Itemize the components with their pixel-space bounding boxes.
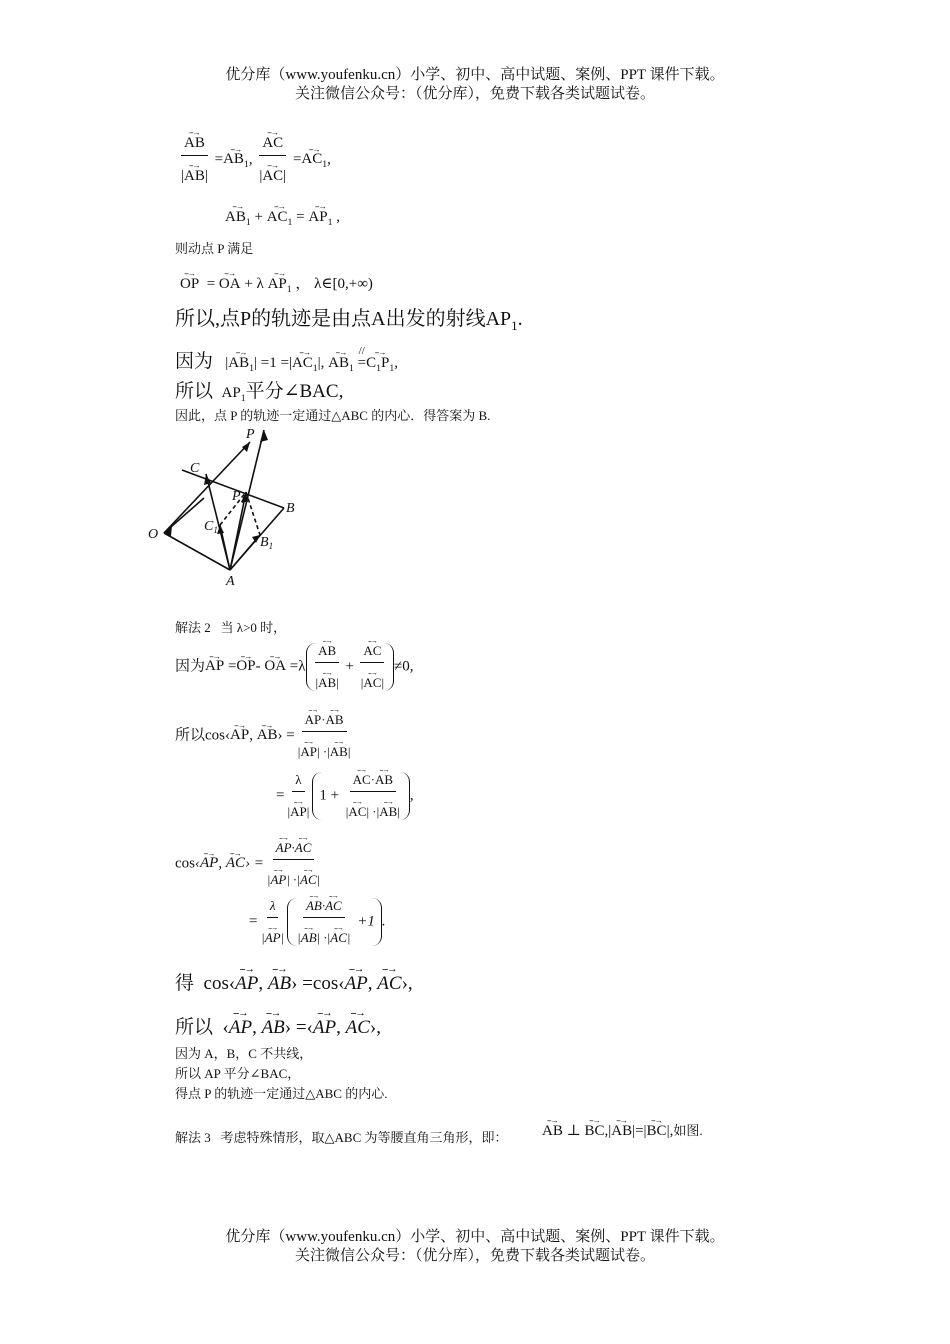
footer-line-2: 关注微信公众号：（优分库），免费下载各类试题试卷。 (294, 1248, 655, 1264)
ray-sub: 1 (511, 318, 518, 333)
label-b1: $B_1$ (260, 535, 274, 551)
text-ray: 所以,点P的轨迹是由点A出发的射线$AP_1$. (175, 308, 523, 333)
label-c: C (190, 461, 200, 476)
text-point-satisfies: 则动点 P 满足 (175, 241, 254, 256)
geometry-figure (142, 420, 312, 590)
segment-oa (164, 533, 230, 570)
header-line-2: 关注微信公众号：（优分库），免费下载各类试题试卷。 (294, 86, 655, 102)
solution2-title-line (175, 617, 286, 636)
text-ap-bisects: 所以 AP 平分∠BAC， (175, 1066, 301, 1081)
bisects-text: 平分∠BAC, (245, 381, 344, 402)
formula-op: --→ OP = --→ OA + λ --→ $AP_1$ ， λ∈[0,+∞) (180, 272, 373, 295)
solution2-conclusion: 得点 P 的轨迹一定通过△ABC 的内心. (175, 1086, 388, 1101)
lambda-range: λ∈[0,+∞) (314, 276, 373, 292)
formula-because-rhombus: 因为 |--→ $AB_1| =1$ =|--→ $AC_1|$, --→ $AB_1$ // =--→ $C_1P_1$, (175, 346, 398, 374)
solution2-title: 解法 2 (175, 620, 211, 635)
solution1-conclusion: 因此，点 P 的轨迹一定通过△ABC 的内心．得答案为 B. (175, 408, 491, 423)
formula-cos-ap-ab: 所以cos‹--→ AP, --→ AB› = --→ $\frac{AP\cdot--\to AB}{|--\to AP| \cdot|--\to AB|}$ (175, 712, 353, 760)
formula-cos-ap-ac: cos‹--→ AP, --→ AC› = --→ $\frac{AP\cdot--\to AC}{|--\to AP| \cdot|--\to AC|}$ (175, 840, 323, 888)
formula-cos-ap-ab-2: = $\frac{\lambda}{|--\to AP|}$ 1 + --→ $\frac{AC\cdot--\to AB}{|--\to AC| \cdot|--\to AB|}$ , (276, 772, 414, 820)
formula-equal-angle: 所以 ‹--→ AP, --→ AB› =‹--→ AP, --→ AC›, (175, 1012, 381, 1039)
arrowhead-p (260, 430, 268, 442)
label-p1: $P_1$ (232, 489, 246, 505)
label-p: P (246, 427, 255, 442)
label-c1: $C_1$ (204, 519, 218, 535)
solution3-line (175, 1127, 508, 1146)
footer-line-1: 优分库（www.youfenku.cn）小学、初中、高中试题、案例、PPT 课件下载。 (225, 1229, 725, 1245)
therefore2-label: 所以 (175, 1017, 214, 1038)
get-label: 得 (175, 973, 195, 994)
ray-text: 所以,点P的轨迹是由点A出发的射线AP (175, 308, 512, 330)
formula-ap-def: 因为--→ AP =--→ OP- --→ OA =λ --→ $\frac{AB}{|--\to AB|}$ + --→ $\frac{AC}{|--\to AC|}$ ≠0, (175, 643, 414, 691)
arrowhead-c1 (217, 525, 224, 534)
formula-equal-cos: 得 cos‹--→ AP, --→ AB› =cos‹--→ AP, --→ AC›, (175, 968, 413, 995)
formula-unit-vectors: --→ $\frac{AB}{|--\to AB|}$ =--→ $AB_1$, --→ $\frac{AC}{|--\to AC|}$ =--→ $AC_1$, (178, 135, 331, 185)
therefore-cos-label: 所以cos (175, 727, 225, 744)
as-figure-text: 如图. (673, 1123, 703, 1138)
formula-therefore-bisect: 所以 $AP_1$平分∠BAC, (175, 381, 344, 404)
formula-cos-ap-ac-2: = $\frac{\lambda}{|--\to AP|}$ --→ $\frac{AB\cdot--\to AC}{|--\to AB| \cdot|--\to AC|}$ +1 . (248, 898, 386, 946)
formula-isosceles: --→ AB ⊥ --→ BC,|--→ AB|=|--→ BC|,如图. (542, 1120, 703, 1140)
text-not-collinear: 因为 A，B，C 不共线， (175, 1046, 313, 1061)
solution3-title: 解法 3 (175, 1130, 211, 1145)
therefore-label: 所以 (175, 381, 214, 402)
label-o: O (148, 527, 159, 542)
header-line-1: 优分库（www.youfenku.cn）小学、初中、高中试题、案例、PPT 课件下载。 (225, 67, 725, 83)
formula-sum: --→ $AB_1$ + --→ $AC_1$ = --→ $AP_1$ , (225, 209, 340, 228)
because2-label: 因为 (175, 658, 206, 675)
solution3-text: 考虑特殊情形，取△ABC 为等腰直角三角形，即： (220, 1130, 508, 1145)
label-a: A (226, 574, 235, 589)
solution2-when: 当 λ>0 时， (220, 620, 287, 635)
arrowhead-op (242, 442, 250, 452)
because-label: 因为 (175, 351, 214, 372)
label-b: B (286, 501, 295, 516)
